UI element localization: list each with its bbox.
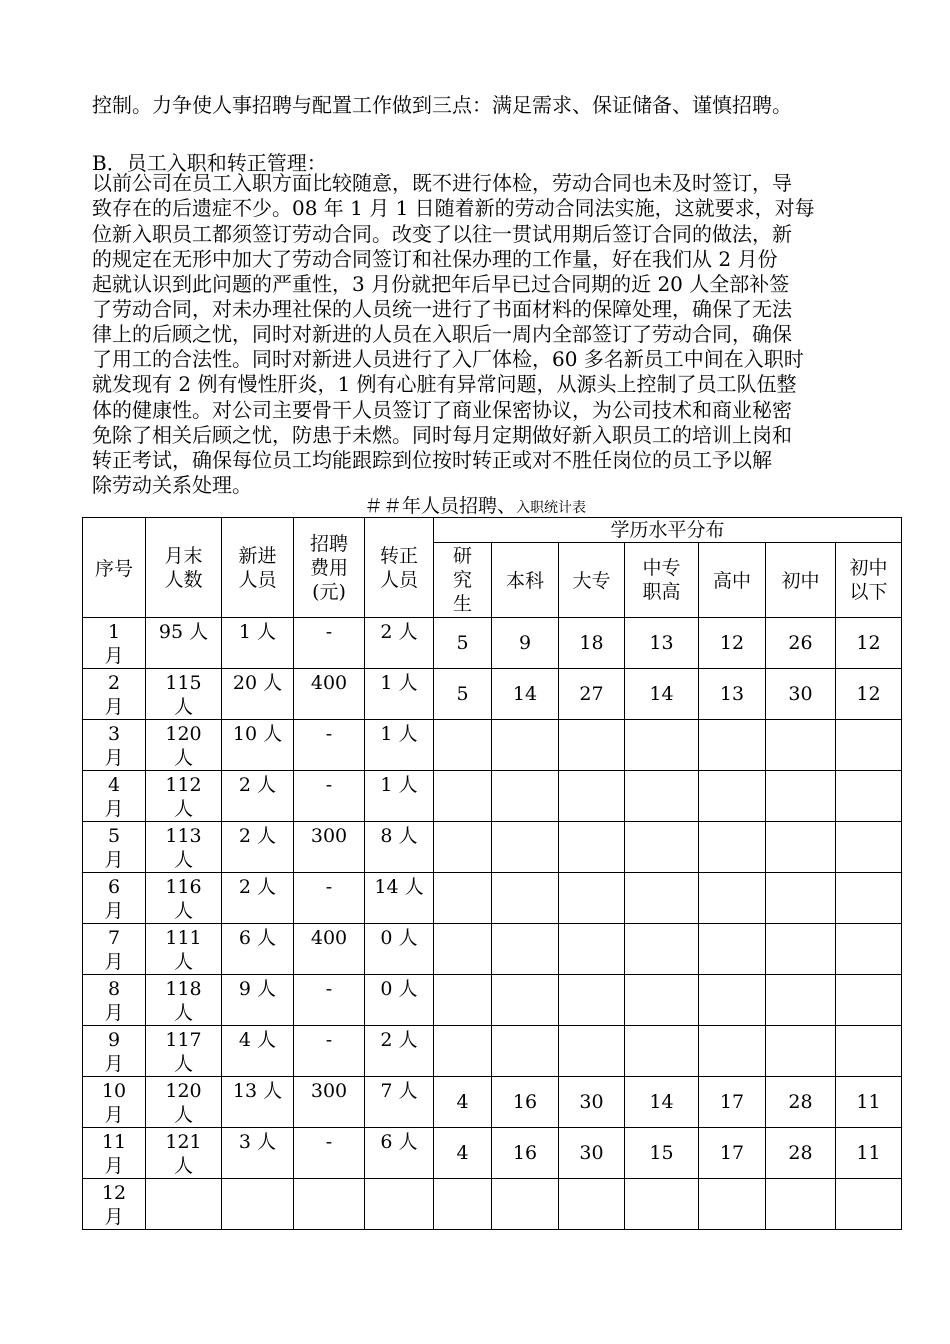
cell-edu: 4 [434, 1077, 492, 1128]
cell-edu [766, 873, 836, 924]
cell-edu [699, 1179, 766, 1230]
cell-end: 95 人 [146, 618, 222, 669]
cell-new: 3 人 [222, 1128, 294, 1179]
cell-edu [492, 822, 559, 873]
cell-edu: 26 [766, 618, 836, 669]
cell-edu [559, 975, 625, 1026]
cell-edu: 14 [625, 669, 699, 720]
table-row [83, 771, 902, 822]
table-row [83, 1026, 902, 1077]
cell-new: 10 人 [222, 720, 294, 771]
table-row [83, 975, 902, 1026]
cell-edu [836, 975, 902, 1026]
cell-edu: 5 [434, 669, 492, 720]
cell-conf: 0 人 [365, 924, 434, 975]
cell-cost: 400 [294, 924, 365, 975]
cell-cost: 300 [294, 1077, 365, 1128]
cell-edu [699, 924, 766, 975]
cell-cost: 400 [294, 669, 365, 720]
header-edu-level: 初中 [766, 543, 836, 618]
cell-edu [434, 771, 492, 822]
table-row [83, 618, 902, 669]
cell-edu: 17 [699, 1128, 766, 1179]
cell-edu [559, 822, 625, 873]
cell-edu: 30 [559, 1128, 625, 1179]
header-recruit-cost: 招聘费用(元) [294, 518, 365, 618]
cell-cost: - [294, 720, 365, 771]
header-education-group: 学历水平分布 [434, 518, 902, 543]
cell-conf: 1 人 [365, 771, 434, 822]
cell-edu [766, 822, 836, 873]
cell-edu: 17 [699, 1077, 766, 1128]
cell-edu: 11 [836, 1077, 902, 1128]
cell-edu [699, 822, 766, 873]
cell-edu [625, 924, 699, 975]
cell-edu [492, 975, 559, 1026]
cell-new: 2 人 [222, 873, 294, 924]
cell-edu: 28 [766, 1128, 836, 1179]
cell-edu: 30 [766, 669, 836, 720]
cell-cost: - [294, 975, 365, 1026]
header-edu-level: 初中以下 [836, 543, 902, 618]
cell-edu [699, 873, 766, 924]
text-line: 转正考试，确保每位员工均能跟踪到位按时转正或对不胜任岗位的员工予以解 [92, 448, 772, 472]
cell-month: 6 月 [83, 873, 146, 924]
cell-end: 120 人 [146, 1077, 222, 1128]
header-edu-level: 研究生 [434, 543, 492, 618]
cell-new: 20 人 [222, 669, 294, 720]
cell-edu [434, 822, 492, 873]
text-line: B．员工入职和转正管理： [92, 151, 327, 175]
text-line: 以前公司在员工入职方面比较随意，既不进行体检，劳动合同也未及时签订，导 [92, 171, 792, 195]
header-new-hires: 新进人员 [222, 518, 294, 618]
cell-month: 12 月 [83, 1179, 146, 1230]
table-title-small: 入职统计表 [516, 500, 586, 516]
cell-edu [492, 1026, 559, 1077]
cell-edu [766, 771, 836, 822]
cell-edu [699, 975, 766, 1026]
cell-month: 2 月 [83, 669, 146, 720]
text-line: 免除了相关后顾之忧，防患于未燃。同时每月定期做好新入职员工的培训上岗和 [92, 423, 792, 447]
cell-edu: 13 [625, 618, 699, 669]
text-line: 的规定在无形中加大了劳动合同签订和社保办理的工作量，好在我们从 2 月份 [92, 247, 778, 271]
cell-edu: 14 [625, 1077, 699, 1128]
header-edu-level: 大专 [559, 543, 625, 618]
text-line: 除劳动关系处理。 [92, 473, 252, 497]
cell-edu [766, 1026, 836, 1077]
cell-edu [559, 924, 625, 975]
cell-month: 11 月 [83, 1128, 146, 1179]
cell-edu: 4 [434, 1128, 492, 1179]
cell-edu [836, 822, 902, 873]
cell-conf: 1 人 [365, 720, 434, 771]
cell-cost: - [294, 1128, 365, 1179]
cell-conf [365, 1179, 434, 1230]
cell-conf: 8 人 [365, 822, 434, 873]
table-row [83, 1179, 902, 1230]
cell-end: 112 人 [146, 771, 222, 822]
cell-edu [434, 720, 492, 771]
cell-edu [434, 873, 492, 924]
cell-edu [492, 873, 559, 924]
cell-edu: 12 [836, 618, 902, 669]
cell-edu [699, 1026, 766, 1077]
cell-edu [492, 924, 559, 975]
cell-new: 13 人 [222, 1077, 294, 1128]
table-title [0, 495, 950, 519]
cell-month: 4 月 [83, 771, 146, 822]
table-row [83, 822, 902, 873]
cell-cost: - [294, 771, 365, 822]
cell-month: 1 月 [83, 618, 146, 669]
text-line: 了劳动合同，对未办理社保的人员统一进行了书面材料的保障处理，确保了无法 [92, 297, 792, 321]
table-row [83, 720, 902, 771]
cell-edu [699, 720, 766, 771]
cell-month: 5 月 [83, 822, 146, 873]
cell-edu [434, 1179, 492, 1230]
cell-conf: 7 人 [365, 1077, 434, 1128]
table-row [83, 924, 902, 975]
cell-new: 1 人 [222, 618, 294, 669]
cell-end: 117 人 [146, 1026, 222, 1077]
cell-edu [434, 975, 492, 1026]
cell-edu [434, 1026, 492, 1077]
cell-edu [625, 975, 699, 1026]
cell-new: 9 人 [222, 975, 294, 1026]
cell-edu [625, 720, 699, 771]
cell-edu: 15 [625, 1128, 699, 1179]
cell-edu [492, 771, 559, 822]
cell-conf: 1 人 [365, 669, 434, 720]
cell-new: 2 人 [222, 771, 294, 822]
cell-edu [836, 771, 902, 822]
cell-edu: 27 [559, 669, 625, 720]
cell-edu [492, 1179, 559, 1230]
cell-conf: 2 人 [365, 618, 434, 669]
cell-month: 10 月 [83, 1077, 146, 1128]
cell-edu [766, 924, 836, 975]
cell-new: 4 人 [222, 1026, 294, 1077]
text-line: 致存在的后遗症不少。08 年 1 月 1 日随着新的劳动合同法实施，这就要求，对每 [92, 196, 815, 220]
cell-edu [434, 924, 492, 975]
cell-cost [294, 1179, 365, 1230]
cell-month: 9 月 [83, 1026, 146, 1077]
header-seq: 序号 [83, 518, 146, 618]
text-line: 位新入职员工都须签订劳动合同。改变了以往一贯试用期后签订合同的做法，新 [92, 222, 792, 246]
cell-end: 121 人 [146, 1128, 222, 1179]
text-line: 体的健康性。对公司主要骨干人员签订了商业保密协议，为公司技术和商业秘密 [92, 398, 792, 422]
table-row [83, 1077, 902, 1128]
text-line: 起就认识到此问题的严重性，3 月份就把年后早已过合同期的近 20 人全部补签 [92, 272, 790, 296]
cell-conf: 6 人 [365, 1128, 434, 1179]
cell-edu [625, 1179, 699, 1230]
cell-edu [559, 1026, 625, 1077]
table-title-main: ＃＃年人员招聘、 [363, 495, 516, 517]
cell-new: 6 人 [222, 924, 294, 975]
cell-edu [699, 771, 766, 822]
cell-end: 115 人 [146, 669, 222, 720]
cell-edu: 30 [559, 1077, 625, 1128]
cell-end: 111 人 [146, 924, 222, 975]
cell-new [222, 1179, 294, 1230]
cell-edu: 12 [699, 618, 766, 669]
cell-edu: 28 [766, 1077, 836, 1128]
cell-end [146, 1179, 222, 1230]
cell-conf: 14 人 [365, 873, 434, 924]
cell-edu: 13 [699, 669, 766, 720]
cell-edu [836, 720, 902, 771]
cell-edu [492, 720, 559, 771]
cell-end: 118 人 [146, 975, 222, 1026]
header-edu-level: 本科 [492, 543, 559, 618]
cell-month: 3 月 [83, 720, 146, 771]
cell-end: 120 人 [146, 720, 222, 771]
cell-edu [766, 720, 836, 771]
cell-edu: 12 [836, 669, 902, 720]
cell-edu [559, 771, 625, 822]
cell-edu [766, 1179, 836, 1230]
header-edu-level: 高中 [699, 543, 766, 618]
cell-edu [559, 1179, 625, 1230]
cell-month: 7 月 [83, 924, 146, 975]
cell-edu [836, 1026, 902, 1077]
cell-edu [625, 771, 699, 822]
header-edu-level: 中专职高 [625, 543, 699, 618]
cell-month: 8 月 [83, 975, 146, 1026]
cell-edu [559, 720, 625, 771]
header-month-end: 月末人数 [146, 518, 222, 618]
cell-new: 2 人 [222, 822, 294, 873]
cell-edu: 16 [492, 1128, 559, 1179]
cell-cost: - [294, 873, 365, 924]
cell-edu: 9 [492, 618, 559, 669]
text-line: 就发现有 2 例有慢性肝炎，1 例有心脏有异常问题，从源头上控制了员工队伍整 [92, 372, 797, 396]
text-line: 了用工的合法性。同时对新进人员进行了入厂体检，60 多名新员工中间在入职时 [92, 347, 804, 371]
cell-edu [766, 975, 836, 1026]
cell-conf: 2 人 [365, 1026, 434, 1077]
cell-edu [836, 1179, 902, 1230]
cell-edu: 18 [559, 618, 625, 669]
cell-edu: 16 [492, 1077, 559, 1128]
cell-cost: - [294, 1026, 365, 1077]
cell-end: 113 人 [146, 822, 222, 873]
text-line: 律上的后顾之忧，同时对新进的人员在入职后一周内全部签订了劳动合同，确保 [92, 322, 792, 346]
cell-edu [559, 873, 625, 924]
cell-conf: 0 人 [365, 975, 434, 1026]
table-row [83, 669, 902, 720]
cell-edu [625, 873, 699, 924]
recruitment-stats-table [82, 517, 902, 1230]
cell-end: 116 人 [146, 873, 222, 924]
cell-edu [836, 873, 902, 924]
text-line: 控制。力争使人事招聘与配置工作做到三点：满足需求、保证储备、谨慎招聘。 [92, 93, 792, 117]
cell-edu [836, 924, 902, 975]
header-confirmed: 转正人员 [365, 518, 434, 618]
table-row [83, 1128, 902, 1179]
cell-cost: - [294, 618, 365, 669]
cell-edu: 14 [492, 669, 559, 720]
cell-edu: 11 [836, 1128, 902, 1179]
cell-edu [625, 1026, 699, 1077]
table-row [83, 873, 902, 924]
cell-edu: 5 [434, 618, 492, 669]
cell-cost: 300 [294, 822, 365, 873]
cell-edu [625, 822, 699, 873]
